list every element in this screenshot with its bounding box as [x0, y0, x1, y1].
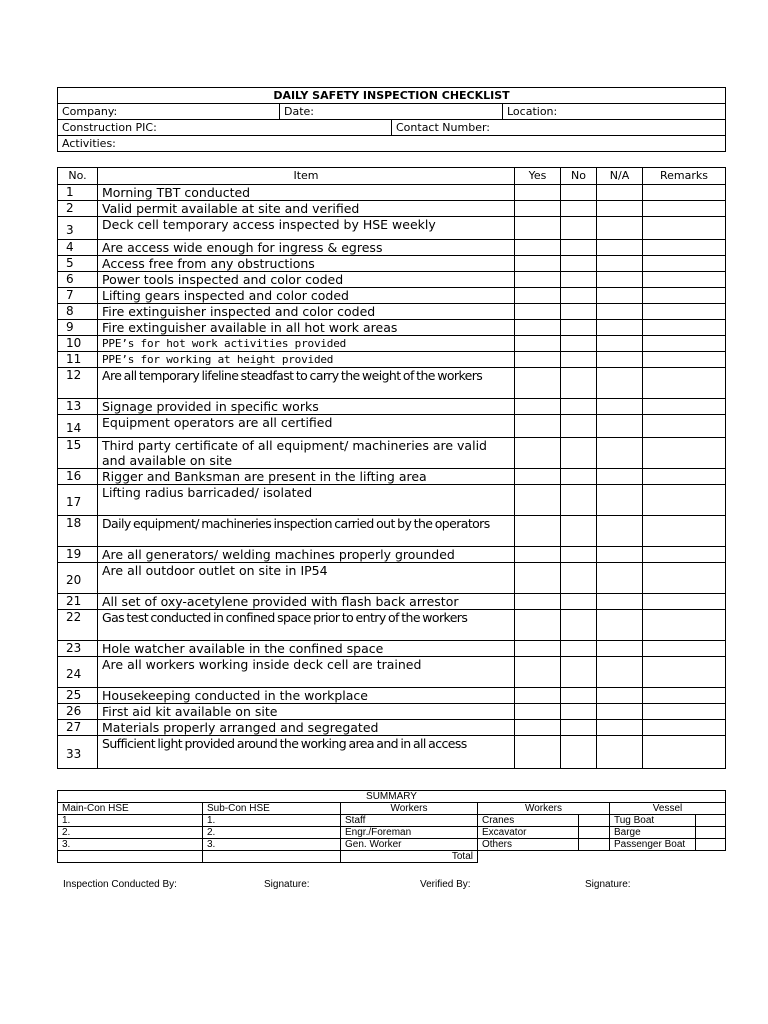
summary-subcon-2[interactable]: 2. [203, 827, 341, 839]
checklist-yes-cell[interactable] [515, 688, 561, 704]
checklist-row-item: Deck cell temporary access inspected by HSE weekly [98, 217, 515, 240]
checklist-row-item: Third party certificate of all equipment/ machineries are valid and available on site [98, 438, 515, 469]
checklist-yes-cell[interactable] [515, 594, 561, 610]
summary-header-workers: Workers [341, 803, 478, 815]
checklist-row-number: 18 [58, 516, 98, 547]
checklist-no-cell[interactable] [561, 594, 597, 610]
checklist-remarks-cell[interactable] [643, 288, 726, 304]
checklist-row [58, 469, 726, 485]
summary-title: SUMMARY [58, 791, 726, 803]
checklist-no-cell[interactable] [561, 240, 597, 256]
checklist-no-cell[interactable] [561, 704, 597, 720]
checklist-row-item: Fire extinguisher available in all hot work areas [98, 320, 515, 336]
checklist-row [58, 368, 726, 399]
summary-vessel-barge-count[interactable] [696, 827, 726, 839]
checklist-no-cell[interactable] [561, 516, 597, 547]
summary-maincon-2[interactable]: 2. [58, 827, 203, 839]
signature-label-1: Signature: [264, 879, 310, 890]
checklist-row-item: Valid permit available at site and verified [98, 201, 515, 217]
checklist-row [58, 201, 726, 217]
col-no-header-2: No [561, 168, 597, 185]
col-no-header: No. [58, 168, 98, 185]
summary-header-vessel: Vessel [610, 803, 726, 815]
summary-header-subcon: Sub-Con HSE [203, 803, 341, 815]
checklist-row-number: 9 [58, 320, 98, 336]
checklist-remarks-cell[interactable] [643, 304, 726, 320]
checklist-remarks-cell[interactable] [643, 240, 726, 256]
verified-by-label: Verified By: [420, 879, 471, 890]
checklist-remarks-cell[interactable] [643, 185, 726, 201]
form-title: DAILY SAFETY INSPECTION CHECKLIST [58, 88, 726, 104]
checklist-na-cell[interactable] [597, 516, 643, 547]
checklist-row [58, 720, 726, 736]
summary-equip-others: Others [478, 839, 579, 851]
checklist-yes-cell[interactable] [515, 704, 561, 720]
date-field[interactable]: Date: [280, 104, 503, 120]
checklist-row-number: 5 [58, 256, 98, 272]
checklist-no-cell[interactable] [561, 399, 597, 415]
checklist-remarks-cell[interactable] [643, 399, 726, 415]
checklist-na-cell[interactable] [597, 352, 643, 368]
checklist-row-number: 4 [58, 240, 98, 256]
checklist-remarks-cell[interactable] [643, 610, 726, 641]
checklist-no-cell[interactable] [561, 272, 597, 288]
checklist-na-cell[interactable] [597, 201, 643, 217]
checklist-yes-cell[interactable] [515, 563, 561, 594]
checklist-no-cell[interactable] [561, 336, 597, 352]
checklist-row-item: All set of oxy-acetylene provided with flash back arrestor [98, 594, 515, 610]
checklist-row-number: 6 [58, 272, 98, 288]
checklist-header-row [58, 168, 726, 185]
checklist-row-number: 25 [58, 688, 98, 704]
checklist-remarks-cell[interactable] [643, 415, 726, 438]
checklist-na-cell[interactable] [597, 485, 643, 516]
checklist-row [58, 399, 726, 415]
summary-subcon-1[interactable]: 1. [203, 815, 341, 827]
summary-workers-genworker[interactable]: Gen. Worker [341, 839, 478, 851]
checklist-yes-cell[interactable] [515, 320, 561, 336]
checklist-na-cell[interactable] [597, 399, 643, 415]
signature-label-2: Signature: [585, 879, 631, 890]
checklist-no-cell[interactable] [561, 320, 597, 336]
summary-total-blank-1 [58, 851, 203, 863]
checklist-remarks-cell[interactable] [643, 256, 726, 272]
checklist-row [58, 563, 726, 594]
checklist-remarks-cell[interactable] [643, 217, 726, 240]
checklist-remarks-cell[interactable] [643, 688, 726, 704]
col-yes-header: Yes [515, 168, 561, 185]
checklist-yes-cell[interactable] [515, 641, 561, 657]
checklist-na-cell[interactable] [597, 641, 643, 657]
checklist-row-number: 23 [58, 641, 98, 657]
checklist-remarks-cell[interactable] [643, 352, 726, 368]
checklist-na-cell[interactable] [597, 320, 643, 336]
checklist-yes-cell[interactable] [515, 547, 561, 563]
checklist-na-cell[interactable] [597, 563, 643, 594]
summary-row [58, 827, 726, 839]
checklist-remarks-cell[interactable] [643, 641, 726, 657]
checklist-yes-cell[interactable] [515, 240, 561, 256]
checklist-remarks-cell[interactable] [643, 657, 726, 688]
summary-vessel-passenger-count[interactable] [696, 839, 726, 851]
checklist-row [58, 240, 726, 256]
activities-field[interactable]: Activities: [58, 136, 726, 152]
summary-total-blank-2 [203, 851, 341, 863]
checklist-row-number: 14 [58, 415, 98, 438]
checklist-no-cell[interactable] [561, 720, 597, 736]
checklist-row-item: Are all generators/ welding machines properly grounded [98, 547, 515, 563]
checklist-row [58, 657, 726, 688]
checklist-yes-cell[interactable] [515, 438, 561, 469]
checklist-row [58, 352, 726, 368]
checklist-yes-cell[interactable] [515, 516, 561, 547]
checklist-no-cell[interactable] [561, 547, 597, 563]
checklist-na-cell[interactable] [597, 720, 643, 736]
checklist-yes-cell[interactable] [515, 720, 561, 736]
checklist-na-cell[interactable] [597, 594, 643, 610]
summary-header-maincon: Main-Con HSE [58, 803, 203, 815]
checklist-yes-cell[interactable] [515, 336, 561, 352]
summary-vessel-barge: Barge [610, 827, 696, 839]
summary-vessel-tugboat-count[interactable] [696, 815, 726, 827]
checklist-row [58, 704, 726, 720]
checklist-remarks-cell[interactable] [643, 516, 726, 547]
checklist-na-cell[interactable] [597, 704, 643, 720]
checklist-row-number: 24 [58, 657, 98, 688]
checklist-no-cell[interactable] [561, 288, 597, 304]
checklist-row-number: 33 [58, 736, 98, 769]
checklist-row [58, 547, 726, 563]
col-na-header: N/A [597, 168, 643, 185]
summary-equip-cranes-count[interactable] [579, 815, 610, 827]
checklist-remarks-cell[interactable] [643, 272, 726, 288]
checklist-row-item: Access free from any obstructions [98, 256, 515, 272]
checklist-row-number: 26 [58, 704, 98, 720]
checklist-no-cell[interactable] [561, 657, 597, 688]
checklist-no-cell[interactable] [561, 688, 597, 704]
checklist-row-item: Sufficient light provided around the working area and in all access [98, 736, 515, 769]
construction-pic-field[interactable]: Construction PIC: [58, 120, 392, 136]
checklist-yes-cell[interactable] [515, 736, 561, 769]
checklist-yes-cell[interactable] [515, 657, 561, 688]
checklist-remarks-cell[interactable] [643, 336, 726, 352]
checklist-no-cell[interactable] [561, 256, 597, 272]
checklist-yes-cell[interactable] [515, 304, 561, 320]
location-field[interactable]: Location: [503, 104, 726, 120]
checklist-no-cell[interactable] [561, 185, 597, 201]
checklist-yes-cell[interactable] [515, 469, 561, 485]
checklist-row-item: Are all temporary lifeline steadfast to carry the weight of the workers [98, 368, 515, 399]
checklist-row [58, 304, 726, 320]
checklist-remarks-cell[interactable] [643, 547, 726, 563]
summary-vessel-passenger: Passenger Boat [610, 839, 696, 851]
checklist-remarks-cell[interactable] [643, 736, 726, 769]
checklist-remarks-cell[interactable] [643, 485, 726, 516]
checklist-row-item: Fire extinguisher inspected and color coded [98, 304, 515, 320]
checklist-na-cell[interactable] [597, 438, 643, 469]
summary-maincon-3[interactable]: 3. [58, 839, 203, 851]
checklist-no-cell[interactable] [561, 610, 597, 641]
checklist-row-item: First aid kit available on site [98, 704, 515, 720]
checklist-na-cell[interactable] [597, 217, 643, 240]
checklist-row [58, 336, 726, 352]
checklist-table [57, 167, 726, 769]
checklist-row-item: Lifting radius barricaded/ isolated [98, 485, 515, 516]
checklist-row-item: Signage provided in specific works [98, 399, 515, 415]
checklist-no-cell[interactable] [561, 563, 597, 594]
checklist-row [58, 415, 726, 438]
summary-total-label: Total [341, 851, 478, 863]
checklist-remarks-cell[interactable] [643, 704, 726, 720]
checklist-row [58, 594, 726, 610]
checklist-na-cell[interactable] [597, 240, 643, 256]
checklist-row-number: 8 [58, 304, 98, 320]
checklist-row [58, 320, 726, 336]
summary-row [58, 839, 726, 851]
summary-equip-others-count[interactable] [579, 839, 610, 851]
checklist-row-item: Hole watcher available in the confined space [98, 641, 515, 657]
checklist-no-cell[interactable] [561, 485, 597, 516]
checklist-row-number: 27 [58, 720, 98, 736]
checklist-na-cell[interactable] [597, 657, 643, 688]
summary-workers-staff[interactable]: Staff [341, 815, 478, 827]
summary-vessel-tugboat: Tug Boat [610, 815, 696, 827]
summary-subcon-3[interactable]: 3. [203, 839, 341, 851]
checklist-remarks-cell[interactable] [643, 368, 726, 399]
checklist-no-cell[interactable] [561, 469, 597, 485]
summary-maincon-1[interactable]: 1. [58, 815, 203, 827]
checklist-row-item: Housekeeping conducted in the workplace [98, 688, 515, 704]
checklist-na-cell[interactable] [597, 336, 643, 352]
checklist-na-cell[interactable] [597, 288, 643, 304]
checklist-na-cell[interactable] [597, 368, 643, 399]
checklist-row-item: Lifting gears inspected and color coded [98, 288, 515, 304]
checklist-yes-cell[interactable] [515, 256, 561, 272]
checklist-na-cell[interactable] [597, 547, 643, 563]
checklist-remarks-cell[interactable] [643, 320, 726, 336]
checklist-row [58, 610, 726, 641]
checklist-row-number: 2 [58, 201, 98, 217]
checklist-row-number: 12 [58, 368, 98, 399]
checklist-yes-cell[interactable] [515, 485, 561, 516]
checklist-row [58, 272, 726, 288]
checklist-row-number: 13 [58, 399, 98, 415]
checklist-row-item: PPE’s for hot work activities provided [98, 336, 515, 352]
checklist-remarks-cell[interactable] [643, 201, 726, 217]
summary-equip-cranes: Cranes [478, 815, 579, 827]
checklist-row-item: Gas test conducted in confined space prior to entry of the workers [98, 610, 515, 641]
contact-number-field[interactable]: Contact Number: [392, 120, 726, 136]
checklist-na-cell[interactable] [597, 610, 643, 641]
col-item-header: Item [98, 168, 515, 185]
checklist-row [58, 516, 726, 547]
checklist-yes-cell[interactable] [515, 352, 561, 368]
summary-total-spacer [478, 851, 726, 863]
summary-equip-excavator-count[interactable] [579, 827, 610, 839]
checklist-row-number: 11 [58, 352, 98, 368]
checklist-row [58, 688, 726, 704]
checklist-remarks-cell[interactable] [643, 438, 726, 469]
checklist-row [58, 736, 726, 769]
checklist-row-item: Are access wide enough for ingress & egress [98, 240, 515, 256]
summary-equip-excavator: Excavator [478, 827, 579, 839]
checklist-row [58, 438, 726, 469]
checklist-no-cell[interactable] [561, 352, 597, 368]
checklist-row-item: Materials properly arranged and segregated [98, 720, 515, 736]
summary-table [57, 790, 726, 863]
checklist-row-number: 21 [58, 594, 98, 610]
checklist-no-cell[interactable] [561, 438, 597, 469]
summary-row [58, 815, 726, 827]
checklist-row-number: 19 [58, 547, 98, 563]
checklist-row-number: 20 [58, 563, 98, 594]
checklist-yes-cell[interactable] [515, 201, 561, 217]
checklist-no-cell[interactable] [561, 201, 597, 217]
checklist-row-item: Morning TBT conducted [98, 185, 515, 201]
checklist-yes-cell[interactable] [515, 368, 561, 399]
checklist-na-cell[interactable] [597, 256, 643, 272]
col-remarks-header: Remarks [643, 168, 726, 185]
checklist-na-cell[interactable] [597, 304, 643, 320]
checklist-row-number: 15 [58, 438, 98, 469]
checklist-remarks-cell[interactable] [643, 594, 726, 610]
checklist-row [58, 641, 726, 657]
checklist-na-cell[interactable] [597, 272, 643, 288]
company-field[interactable]: Company: [58, 104, 280, 120]
checklist-yes-cell[interactable] [515, 217, 561, 240]
checklist-na-cell[interactable] [597, 469, 643, 485]
checklist-remarks-cell[interactable] [643, 563, 726, 594]
checklist-row-item: Are all outdoor outlet on site in IP54 [98, 563, 515, 594]
checklist-row-item: PPE’s for working at height provided [98, 352, 515, 368]
checklist-no-cell[interactable] [561, 641, 597, 657]
checklist-row-number: 3 [58, 217, 98, 240]
checklist-yes-cell[interactable] [515, 415, 561, 438]
checklist-na-cell[interactable] [597, 185, 643, 201]
header-table [57, 87, 726, 152]
checklist-na-cell[interactable] [597, 688, 643, 704]
checklist-row-number: 10 [58, 336, 98, 352]
checklist-row-number: 1 [58, 185, 98, 201]
checklist-row-number: 17 [58, 485, 98, 516]
checklist-remarks-cell[interactable] [643, 720, 726, 736]
checklist-row-item: Daily equipment/ machineries inspection carried out by the operators [98, 516, 515, 547]
checklist-row [58, 485, 726, 516]
checklist-row [58, 217, 726, 240]
checklist-row-item: Equipment operators are all certified [98, 415, 515, 438]
checklist-row-item: Power tools inspected and color coded [98, 272, 515, 288]
checklist-yes-cell[interactable] [515, 610, 561, 641]
checklist-yes-cell[interactable] [515, 272, 561, 288]
inspected-by-label: Inspection Conducted By: [63, 879, 177, 890]
checklist-yes-cell[interactable] [515, 185, 561, 201]
checklist-row-number: 22 [58, 610, 98, 641]
checklist-na-cell[interactable] [597, 736, 643, 769]
checklist-row-item: Rigger and Banksman are present in the lifting area [98, 469, 515, 485]
checklist-remarks-cell[interactable] [643, 469, 726, 485]
checklist-na-cell[interactable] [597, 415, 643, 438]
checklist-row [58, 185, 726, 201]
checklist-no-cell[interactable] [561, 368, 597, 399]
summary-workers-foreman[interactable]: Engr./Foreman [341, 827, 478, 839]
checklist-row [58, 288, 726, 304]
checklist-row-item: Are all workers working inside deck cell are trained [98, 657, 515, 688]
checklist-yes-cell[interactable] [515, 399, 561, 415]
summary-header-workers-2: Workers [478, 803, 610, 815]
checklist-yes-cell[interactable] [515, 288, 561, 304]
checklist-row [58, 256, 726, 272]
checklist-row-number: 16 [58, 469, 98, 485]
checklist-no-cell[interactable] [561, 217, 597, 240]
checklist-no-cell[interactable] [561, 736, 597, 769]
checklist-no-cell[interactable] [561, 304, 597, 320]
checklist-no-cell[interactable] [561, 415, 597, 438]
checklist-row-number: 7 [58, 288, 98, 304]
